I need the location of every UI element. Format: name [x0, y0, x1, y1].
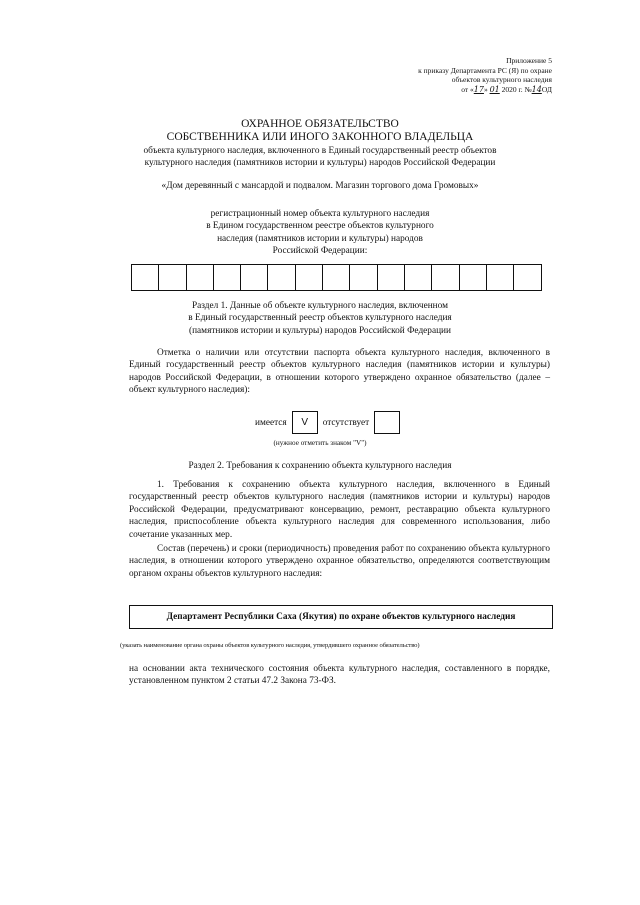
passport-paragraph — [129, 347, 550, 397]
order-number-handwritten: 14 — [531, 84, 542, 94]
no-passport-label: отсутствует — [322, 417, 370, 428]
reg-digit-box[interactable] — [405, 265, 432, 290]
appendix-line-2: к приказу Департамента РС (Я) по охране — [418, 65, 552, 75]
reg-digit-box[interactable] — [432, 265, 459, 290]
reg-digit-box[interactable] — [187, 265, 214, 290]
basis-paragraph: на основании акта технического состояния объекта культурного наследия, составленного в порядке, установленном пунктом 2 статьи 47.2 Закона 73-ФЗ. — [129, 664, 550, 687]
section-1-line-1: Раздел 1. Данные об объекте культурного наследия, включенном — [191, 301, 449, 311]
passport-paragraph-text: Отметка о наличии или отсутствии паспорта объекта культурного наследия, включенного в Единый государственный реестр объектов культурного наследия (памятников истории и культуры) народов Российской Федерации, в отношении которого утверждено охранное обязательство (далее – объект культурного наследия): — [129, 348, 550, 396]
authority-hint: (указать наименование органа охраны объектов культурного наследия, утвердившего охранное обязательство) — [120, 642, 420, 649]
reg-digit-box[interactable] — [460, 265, 487, 290]
authority-name-field[interactable]: Департамент Республики Саха (Якутия) по охране объектов культурного наследия — [129, 605, 553, 629]
registration-line-3: наследия (памятников истории и культуры) народов — [217, 233, 423, 244]
document-subtitle — [0, 145, 640, 170]
reg-digit-box[interactable] — [241, 265, 268, 290]
date-prefix: от « — [461, 84, 474, 94]
registration-line-4: Российской Федерации: — [272, 245, 368, 256]
date-sep: » — [483, 84, 490, 94]
section-1-line-3: (памятников истории и культуры) народов Российской Федерации — [188, 325, 451, 336]
date-year: 2020 г. № — [499, 84, 532, 94]
has-passport-checkbox[interactable]: V — [292, 411, 318, 434]
appendix-date-line — [418, 85, 552, 95]
section-1-heading — [0, 300, 640, 337]
document-title-2: СОБСТВЕННИКА ИЛИ ИНОГО ЗАКОННОГО ВЛАДЕЛЬЦА — [166, 131, 474, 143]
date-month-handwritten: 01 — [489, 84, 500, 94]
registration-line-1: регистрационный номер объекта культурного наследия — [210, 209, 430, 219]
order-suffix: ОД — [541, 84, 552, 94]
section-2-heading: Раздел 2. Требования к сохранению объекта культурного наследия — [188, 461, 452, 471]
reg-digit-box[interactable] — [296, 265, 323, 290]
registration-line-2: в Едином государственном реестре объектов культурного — [206, 221, 434, 232]
reg-digit-box[interactable] — [487, 265, 514, 290]
reg-digit-box[interactable] — [214, 265, 241, 290]
subtitle-line-1: объекта культурного наследия, включенного в Единый государственный реестр объектов — [143, 146, 497, 156]
reg-digit-box[interactable] — [350, 265, 377, 290]
works-paragraph-text: Состав (перечень) и сроки (периодичность) проведения работ по сохранению объекта культурного наследия, в отношении которого утверждено охранное обязательство, определяются соответствующим органом охраны объектов культурного наследия: — [129, 544, 550, 579]
reg-digit-box[interactable] — [159, 265, 186, 290]
subtitle-line-2: культурного наследия (памятников истории и культуры) народов Российской Федерации — [144, 158, 496, 169]
works-paragraph — [129, 543, 550, 580]
reg-digit-box[interactable] — [514, 265, 541, 290]
reg-digit-box[interactable] — [132, 265, 159, 290]
object-name: «Дом деревянный с мансардой и подвалом. Магазин торгового дома Громовых» — [161, 181, 479, 191]
reg-digit-box[interactable] — [378, 265, 405, 290]
reg-digit-box[interactable] — [268, 265, 295, 290]
section-1-line-2: в Единый государственный реестр объектов культурного наследия — [188, 313, 452, 324]
document-title: ОХРАННОЕ ОБЯЗАТЕЛЬСТВО — [241, 118, 399, 130]
no-passport-checkbox[interactable] — [374, 411, 400, 434]
requirements-paragraph — [129, 479, 550, 541]
appendix-block — [418, 56, 552, 94]
passport-checkbox-row — [255, 411, 405, 434]
appendix-line-1: Приложение 5 — [506, 56, 552, 65]
date-day-handwritten: 17 — [473, 84, 484, 94]
registration-caption — [0, 208, 640, 257]
appendix-line-3: объектов культурного наследия — [451, 75, 552, 85]
has-passport-label: имеется — [255, 417, 287, 428]
requirements-paragraph-text: 1. Требования к сохранению объекта культурного наследия, включенного в Единый государственный реестр объектов культурного наследия (памятников истории и культуры) народов Российской Федерации, предусматривают консервацию, ремонт, реставрацию объекта культурного наследия, приспособление объекта культурного наследия для современного использования, либо сочетание указанных мер. — [129, 480, 550, 540]
checkbox-hint: (нужное отметить знаком "V") — [273, 439, 367, 447]
registration-number-boxes — [131, 264, 542, 291]
reg-digit-box[interactable] — [323, 265, 350, 290]
